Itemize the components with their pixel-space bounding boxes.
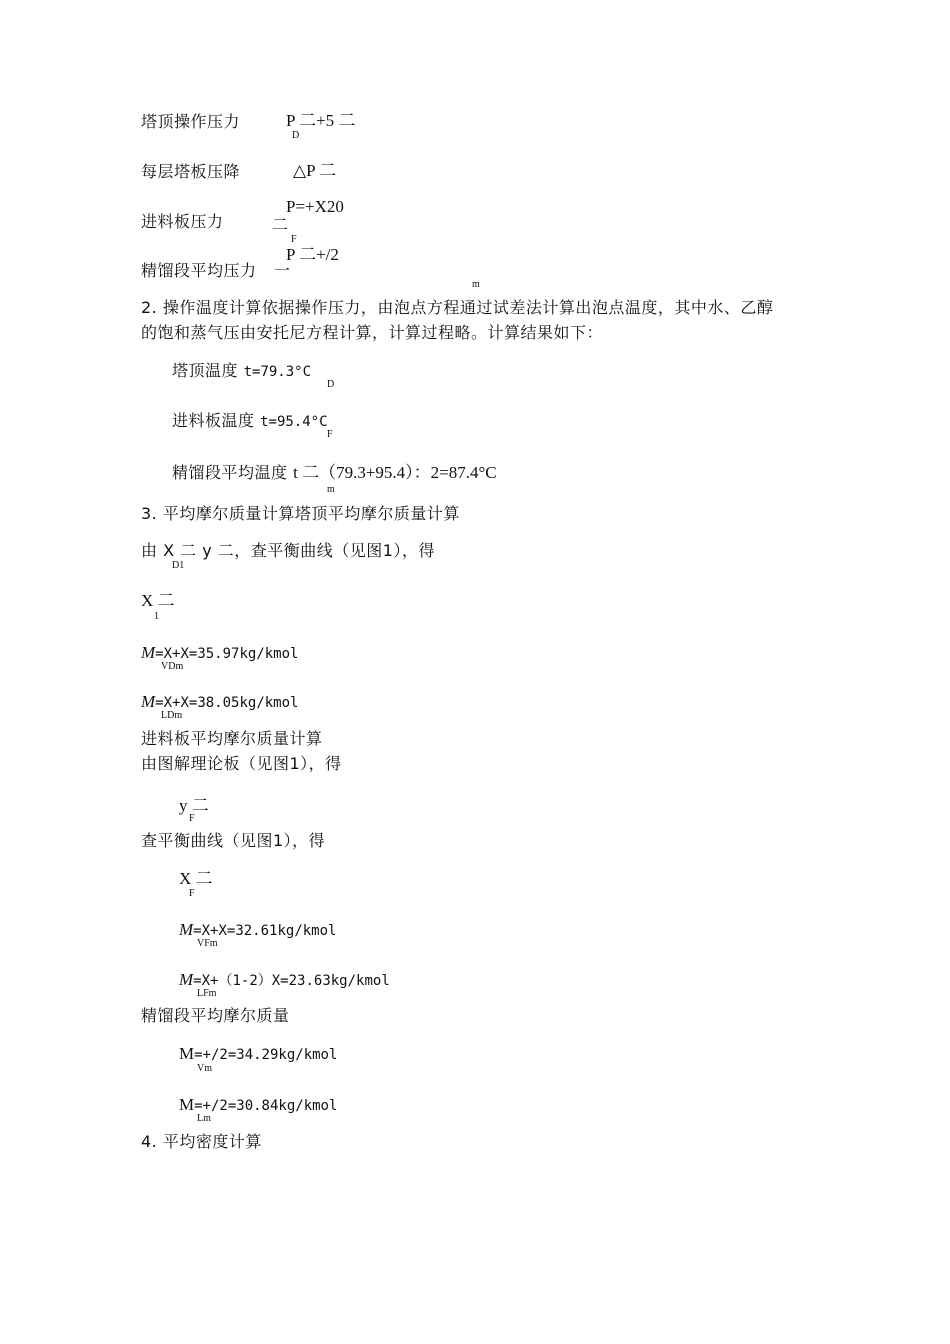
m-vm-prefix: M bbox=[179, 1044, 195, 1063]
feed-molar-mass-heading: 进料板平均摩尔质量计算 bbox=[141, 729, 323, 748]
feed-temperature-value: t=95.4°C bbox=[260, 414, 328, 430]
m-ldm-sub: LDm bbox=[161, 710, 183, 721]
m-lfm-value: =X+（1-2）X=23.63kg/kmol bbox=[193, 973, 390, 989]
x1-sub: 1 bbox=[154, 611, 159, 622]
top-temperature bbox=[172, 361, 311, 382]
avg-pressure-sub: m bbox=[472, 279, 480, 290]
m-lm-prefix: M bbox=[179, 1095, 195, 1114]
temperature-heading-line1: 2. 操作温度计算依据操作压力，由泡点方程通过试差法计算出泡点温度，其中水、乙醇 bbox=[141, 298, 774, 317]
m-vdm-value: =X+X=35.97kg/kmol bbox=[155, 646, 299, 662]
top-pressure-sub: D bbox=[292, 130, 300, 141]
feed-temperature bbox=[172, 411, 328, 432]
m-vfm-prefix: M bbox=[179, 920, 194, 939]
avg-temperature-label: 精馏段平均温度 bbox=[172, 463, 294, 482]
top-equilibrium-line: 由 X 二 y 二，查平衡曲线（见图1），得 bbox=[141, 541, 435, 560]
avg-temperature bbox=[172, 463, 497, 483]
avg-temperature-value: t 二（79.3+95.4）：2=87.4°C bbox=[293, 463, 497, 482]
feed-pressure-label: 进料板压力 bbox=[141, 212, 224, 231]
top-pressure-label: 塔顶操作压力 bbox=[141, 112, 241, 131]
feed-temperature-label: 进料板温度 bbox=[172, 411, 261, 430]
yf-sub: F bbox=[189, 813, 195, 824]
m-vfm-value: =X+X=32.61kg/kmol bbox=[193, 923, 337, 939]
top-pressure-expr: P 二+5 二 bbox=[286, 111, 356, 130]
m-vdm-sub: VDm bbox=[161, 661, 184, 672]
plate-pressure-drop-expr: △P 二 bbox=[293, 161, 337, 180]
top-temperature-sub: D bbox=[327, 379, 335, 390]
m-vdm-prefix: M bbox=[141, 643, 156, 662]
feed-theoretical-plate-line: 由图解理论板（见图1），得 bbox=[141, 754, 342, 773]
top-temperature-value: t=79.3°C bbox=[243, 364, 312, 380]
m-ldm-prefix: M bbox=[141, 692, 156, 711]
m-vfm-sub: VFm bbox=[197, 938, 218, 949]
molar-mass-heading: 3. 平均摩尔质量计算塔顶平均摩尔质量计算 bbox=[141, 504, 460, 523]
feed-equilibrium-line: 查平衡曲线（见图1），得 bbox=[141, 831, 326, 850]
m-lfm-prefix: M bbox=[179, 970, 194, 989]
xf-expr: X 二 bbox=[179, 869, 213, 888]
xf-sub: F bbox=[189, 888, 195, 899]
density-heading: 4. 平均密度计算 bbox=[141, 1132, 262, 1151]
temperature-heading-line2: 的饱和蒸气压由安托尼方程计算，计算过程略。计算结果如下： bbox=[141, 323, 604, 342]
m-lm-value: =+/2=30.84kg/kmol bbox=[194, 1098, 338, 1114]
m-vm-value: =+/2=34.29kg/kmol bbox=[194, 1047, 338, 1063]
avg-temperature-sub: m bbox=[327, 484, 335, 495]
avg-pressure-expr: P 二+/2 bbox=[286, 245, 339, 264]
m-vm bbox=[179, 1044, 337, 1065]
yf-expr: y 二 bbox=[179, 796, 209, 815]
feed-pressure-expr: P=+X20 bbox=[286, 197, 344, 216]
plate-pressure-drop-label: 每层塔板压降 bbox=[141, 162, 241, 181]
avg-pressure-dash: 一 bbox=[274, 261, 291, 280]
feed-pressure-eq: 二 bbox=[272, 215, 289, 234]
top-equilibrium-sub: D1 bbox=[172, 560, 185, 571]
x1-expr: X 二 bbox=[141, 591, 175, 610]
avg-pressure-label: 精馏段平均压力 bbox=[141, 261, 257, 280]
m-lfm-sub: LFm bbox=[197, 988, 217, 999]
feed-temperature-sub: F bbox=[327, 429, 333, 440]
top-temperature-label: 塔顶温度 bbox=[172, 361, 244, 380]
m-vm-sub: Vm bbox=[197, 1063, 212, 1074]
feed-pressure-sub: F bbox=[291, 234, 297, 245]
avg-molar-mass-heading: 精馏段平均摩尔质量 bbox=[141, 1006, 290, 1025]
m-lm-sub: Lm bbox=[197, 1113, 211, 1124]
m-ldm-value: =X+X=38.05kg/kmol bbox=[155, 695, 299, 711]
